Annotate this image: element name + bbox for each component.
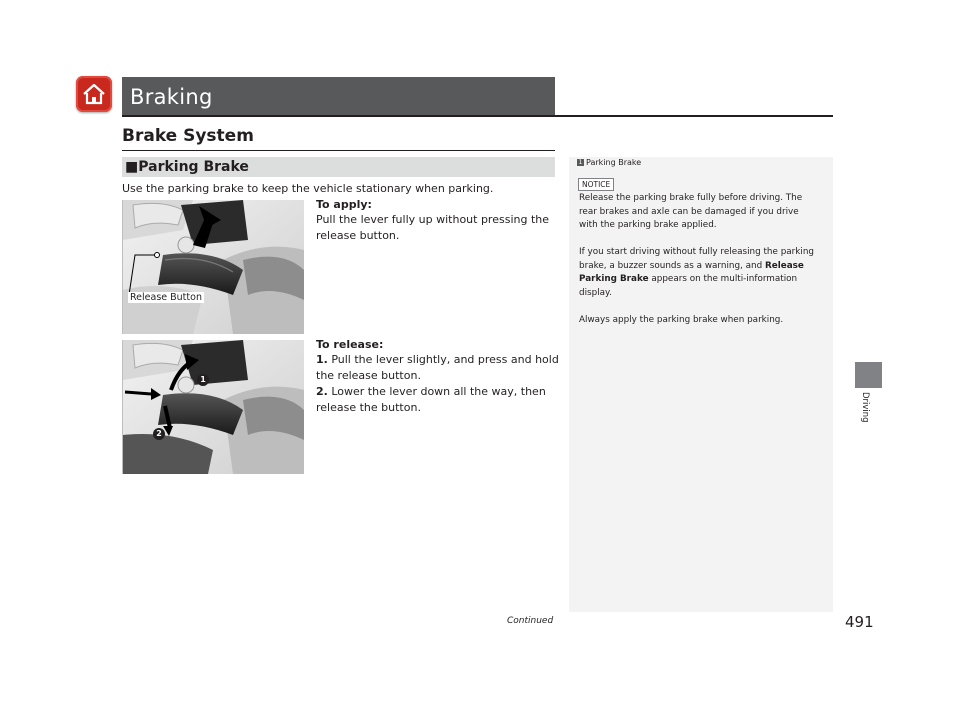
notice-badge — [578, 178, 614, 191]
buzzer-warning-text — [579, 246, 819, 300]
apply-heading: To apply: — [316, 198, 372, 211]
note-heading-text: Parking Brake — [586, 158, 642, 167]
always-apply-text: Always apply the parking brake when parking. — [579, 315, 784, 325]
subsection-marker: ■ — [125, 159, 139, 175]
notice-label: NOTICE — [582, 180, 611, 189]
continued-label: Continued — [507, 616, 554, 626]
note-heading[interactable] — [577, 158, 641, 167]
chapter-tab-label[interactable]: Driving — [860, 392, 870, 423]
chapter-title: Braking — [130, 85, 213, 109]
chapter-tab[interactable] — [855, 362, 882, 388]
buzzer-text-bold: Release Parking Brake — [579, 260, 804, 285]
parking-brake-release-illustration — [122, 340, 304, 474]
buzzer-text-pre: If you start driving without fully releasing the parking brake, a buzzer sounds as a warning, and — [579, 247, 814, 271]
step-number: 2. — [316, 385, 328, 398]
subsection-title — [125, 159, 249, 175]
intro-text: Use the parking brake to keep the vehicle stationary when parking. — [122, 182, 494, 195]
chapter-rule — [122, 115, 833, 117]
callout-marker-1: 1 — [197, 374, 209, 386]
page-number: 491 — [845, 613, 874, 631]
release-heading: To release: — [316, 338, 384, 351]
release-step-1 — [316, 352, 561, 384]
notice-text: Release the parking brake fully before driving. The rear brakes and axle can be damaged if you drive with the parking brake applied. — [579, 193, 803, 231]
apply-text: Pull the lever fully up without pressing the release button. — [316, 213, 550, 242]
section-title: Brake System — [122, 126, 254, 146]
step-number: 1. — [316, 353, 328, 366]
release-step-2 — [316, 384, 561, 416]
step-text: Lower the lever down all the way, then release the button. — [316, 385, 546, 414]
home-icon — [81, 81, 107, 107]
note-ref-marker: 1 — [578, 159, 583, 166]
release-button-callout: Release Button — [130, 292, 202, 303]
section-rule — [122, 150, 555, 151]
step-text: Pull the lever slightly, and press and hold the release button. — [316, 353, 559, 382]
home-button[interactable] — [76, 76, 112, 112]
parking-brake-apply-illustration — [122, 200, 304, 334]
callout-marker-2: 2 — [153, 428, 165, 440]
buzzer-text-post: appears on the multi-information display. — [579, 274, 798, 298]
subsection-title-text: Parking Brake — [138, 159, 249, 175]
